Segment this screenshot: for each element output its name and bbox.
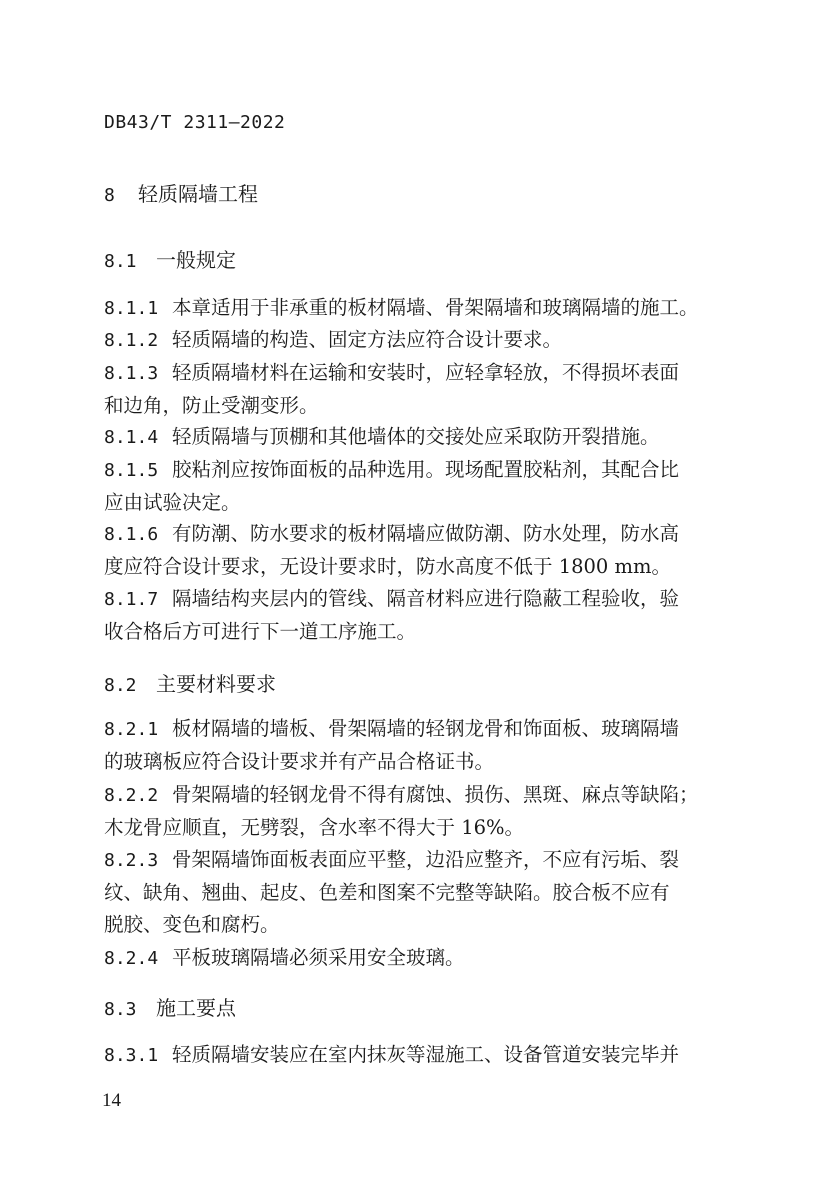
clause-8-1-2 [104,324,729,357]
clause-text: 有防潮、防水要求的板材隔墙应做防潮、防水处理，防水高 [172,522,680,545]
chapter-number: 8 [104,185,115,206]
clause-text: 板材隔墙的墙板、骨架隔墙的轻钢龙骨和饰面板、玻璃隔墙 [172,717,680,740]
clause-8-2-1 [104,713,729,778]
section-heading [104,668,729,702]
chapter-heading [104,178,729,212]
clause-text: 骨架隔墙饰面板表面应平整，边沿应整齐，不应有污垢、裂 [172,848,680,871]
section-number: 8.2 [104,675,137,696]
document-code: DB43/T 2311—2022 [104,112,286,133]
clause-text: 本章适用于非承重的板材隔墙、骨架隔墙和玻璃隔墙的施工。 [172,296,699,319]
clause-number: 8.1.4 [104,427,159,448]
clause-text: 隔墙结构夹层内的管线、隔音材料应进行隐蔽工程验收，验 [172,587,680,610]
clause-text-continued: 木龙骨应顺直，无劈裂，含水率不得大于 16%。 [104,816,525,839]
clause-number: 8.2.1 [104,719,159,740]
clause-text: 骨架隔墙的轻钢龙骨不得有腐蚀、损伤、黑斑、麻点等缺陷； [172,783,699,806]
clause-text: 轻质隔墙与顶棚和其他墙体的交接处应采取防开裂措施。 [172,425,660,448]
clause-8-1-6 [104,518,729,583]
chapter-title: 轻质隔墙工程 [138,182,258,206]
section-title: 主要材料要求 [156,672,276,696]
clause-text: 轻质隔墙的构造、固定方法应符合设计要求。 [172,328,563,351]
clause-number: 8.1.6 [104,524,159,545]
section-number: 8.3 [104,999,137,1020]
clause-8-2-3 [104,844,729,941]
clause-number: 8.1.1 [104,298,159,319]
clause-text-continued: 应由试验决定。 [104,491,241,514]
clause-text-continued: 和边角，防止受潮变形。 [104,394,319,417]
clause-8-1-3 [104,357,729,422]
section-title: 一般规定 [156,248,236,272]
clause-text: 轻质隔墙安装应在室内抹灰等湿施工、设备管道安装完毕并 [172,1043,680,1066]
clause-number: 8.1.2 [104,330,159,351]
clause-8-1-5 [104,454,729,519]
clause-text-continued: 脱胶、变色和腐朽。 [104,913,280,936]
section-heading [104,244,729,278]
clause-number: 8.3.1 [104,1045,159,1066]
section-heading [104,992,729,1026]
clause-8-1-7 [104,583,729,648]
clause-text: 轻质隔墙材料在运输和安装时，应轻拿轻放，不得损坏表面 [172,361,680,384]
clause-8-1-4 [104,421,729,454]
clause-8-2-4 [104,942,729,975]
section-title: 施工要点 [156,996,236,1020]
clause-number: 8.1.3 [104,363,159,384]
clause-number: 8.1.7 [104,589,159,610]
page-number: 14 [102,1090,121,1111]
clause-number: 8.2.3 [104,850,159,871]
clause-text-continued: 纹、缺角、翘曲、起皮、色差和图案不完整等缺陷。胶合板不应有 [104,881,670,904]
clause-text-continued: 收合格后方可进行下一道工序施工。 [104,620,417,643]
clause-number: 8.2.2 [104,785,159,806]
clause-number: 8.1.5 [104,460,159,481]
clause-text: 平板玻璃隔墙必须采用安全玻璃。 [172,946,465,969]
section-number: 8.1 [104,251,137,272]
clause-8-3-1 [104,1039,729,1072]
clause-text-continued: 度应符合设计要求，无设计要求时，防水高度不低于 1800 mm。 [104,555,672,578]
clause-text-continued: 的玻璃板应符合设计要求并有产品合格证书。 [104,750,495,773]
clause-text: 胶粘剂应按饰面板的品种选用。现场配置胶粘剂，其配合比 [172,458,680,481]
clause-8-1-1 [104,292,729,325]
clause-8-2-2 [104,779,729,844]
clause-number: 8.2.4 [104,948,159,969]
